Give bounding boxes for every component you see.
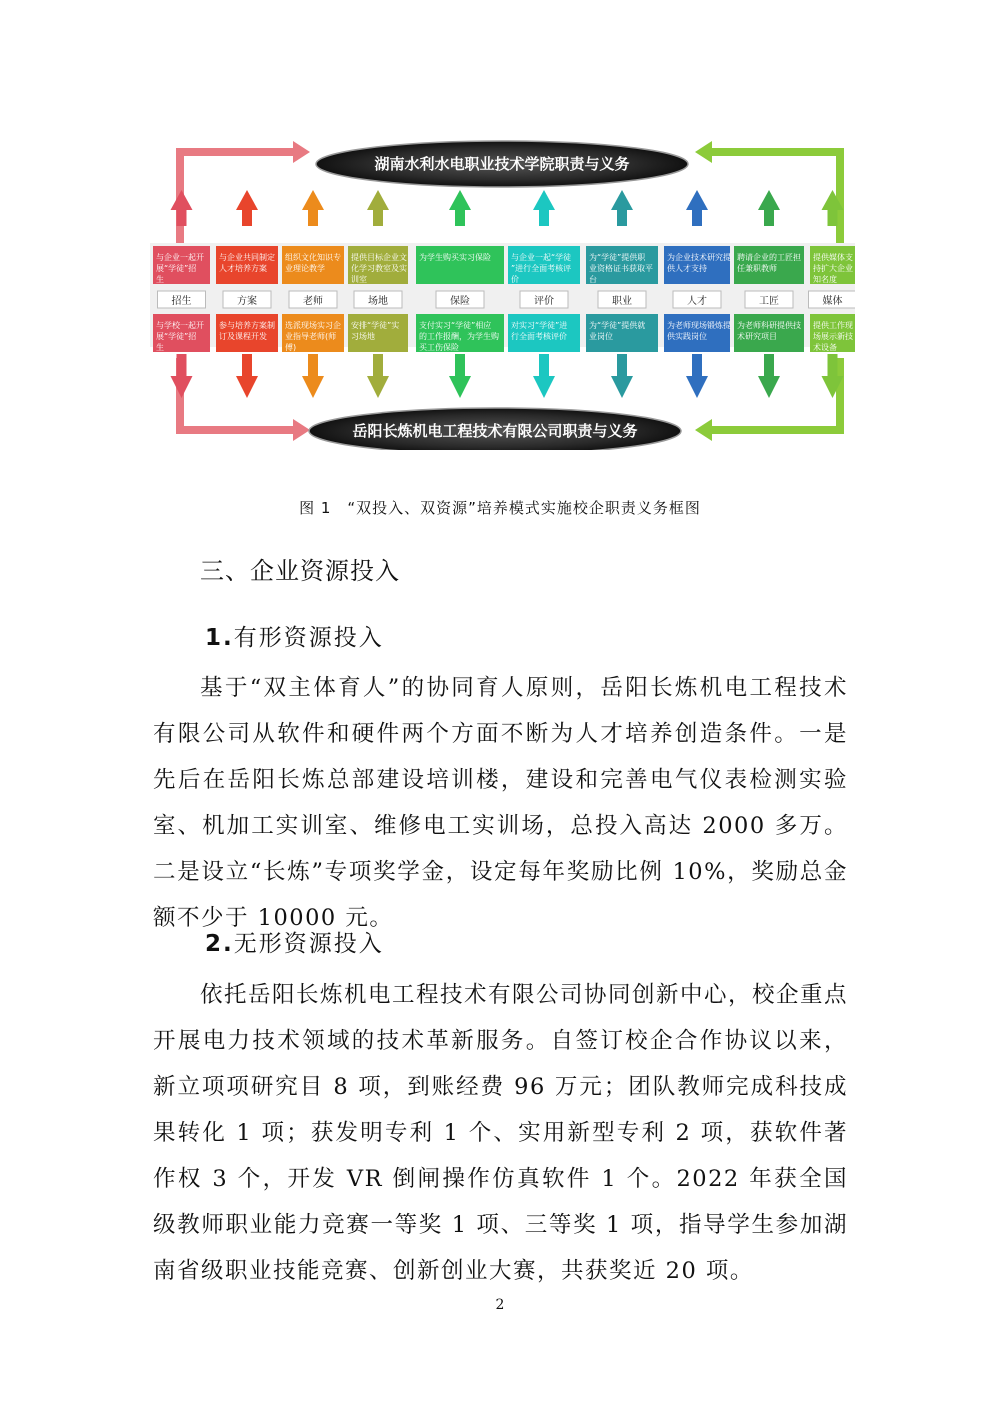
box-text-line: 买工伤保险 <box>419 343 459 352</box>
diagram-column <box>809 190 856 398</box>
box-text-line: 业资格证书获取平 <box>589 264 653 273</box>
box-text-line: 业岗位 <box>589 332 613 341</box>
label-text: 保险 <box>450 296 470 307</box>
box-text-line: 化学习教室及实 <box>351 264 407 273</box>
box-text-line: 与学校一起开 <box>156 321 204 330</box>
top-oval-title: 湖南水利水电职业技术学院职责与义务 <box>374 155 630 173</box>
up-arrow <box>758 190 780 226</box>
box-text-line: 生 <box>156 343 164 352</box>
subheading-intangible <box>205 925 384 958</box>
box-text-line: 聘请企业的工匠担 <box>737 253 801 262</box>
down-arrow <box>449 354 471 398</box>
up-arrow <box>686 190 708 226</box>
diagram-column <box>153 190 210 398</box>
box-text-line: 持扩大企业 <box>813 264 853 273</box>
box-text-line: 选派现场实习企 <box>285 321 341 330</box>
down-arrow <box>367 354 389 398</box>
box-text-line: 的工作报酬，为学生购 <box>419 332 499 341</box>
paragraph-tangible: 基于“双主体育人”的协同育人原则，岳阳长炼机电工程技术有限公司从软件和硬件两个方面不断为人才培养创造条件。一是先后在岳阳长炼总部建设培训楼，建设和完善电气仪表检测实验室、机加工实训室、维修电工实训场，总投入高达 2000 多万。二是设立“长炼”专项奖学金，设定每年奖励比例 10%，奖励总金额不少于 10000 元。 <box>153 675 848 931</box>
bottom-oval-title: 岳阳长炼机电工程技术有限公司职责与义务 <box>352 422 638 440</box>
paragraph-intangible: 依托岳阳长炼机电工程技术有限公司协同创新中心，校企重点开展电力技术领域的技术革新服务。自签订校企合作协议以来，新立项项研究目 8 项，到账经费 96 万元；团队教师完成科技成果转化 1 项；获发明专利 1 个、实用新型专利 2 项，获软件著作权 3 个，开发 VR 倒闸操作仿真软件 1 个。2022 年获全国级教师职业能力竞赛一等奖 1 项、三等奖 1 项，指导学生参加湖南省级职业技能竞赛、创新创业大赛，共获奖近 20 项。 <box>153 982 849 1284</box>
subheading-tangible <box>205 619 384 652</box>
page-number: 2 <box>495 1297 505 1313</box>
box-text-line: 安排“学徒”实 <box>351 321 400 330</box>
down-arrow <box>758 354 780 398</box>
box-text-line: 为“学徒”提供就 <box>589 321 646 330</box>
box-text-line: 生 <box>156 275 164 284</box>
down-arrow <box>611 354 633 398</box>
left-bottom-loop <box>180 358 293 430</box>
box-text-line: 术研究项目 <box>737 332 777 341</box>
up-arrow <box>611 190 633 226</box>
up-arrow <box>533 190 555 226</box>
box-text-line: 提供目标企业文 <box>351 253 407 262</box>
box-text-line: 展“学徒”招 <box>156 264 197 273</box>
left-top-arrowhead <box>293 141 310 163</box>
diagram-column <box>348 190 408 398</box>
responsibility-diagram <box>150 138 855 450</box>
up-arrow <box>449 190 471 226</box>
box-text-line: 价 <box>511 275 519 284</box>
label-text: 招生 <box>171 296 192 307</box>
box-text-line: ”进行全面考核评 <box>511 264 572 273</box>
box-text-line: 术设备 <box>813 343 837 352</box>
box-text-line: 为学生购买实习保险 <box>419 253 491 262</box>
label-text: 职业 <box>612 296 632 307</box>
box-text-line: 为企业技术研究提 <box>667 253 731 262</box>
label-text: 评价 <box>534 296 554 307</box>
up-arrow <box>171 190 193 226</box>
label-text: 场地 <box>368 296 388 307</box>
box-text-line: 订及课程开发 <box>219 332 267 341</box>
box-text-line: 供人才支持 <box>667 264 707 273</box>
down-arrow <box>686 354 708 398</box>
figure-caption: 图 1 “双投入、双资源”培养模式实施校企职责义务框图 <box>299 499 701 517</box>
diagram-column <box>664 190 731 398</box>
box-text-line: 供实践岗位 <box>667 332 707 341</box>
label-text: 老师 <box>303 296 323 307</box>
subheading-title: 无形资源投入 <box>233 931 384 957</box>
box-text-line: 支付实习“学徒”相应 <box>419 321 492 330</box>
diagram-column <box>282 190 344 398</box>
diagram-column <box>734 190 804 398</box>
box-text-line: 行全面考核评价 <box>511 332 567 341</box>
subheading-number: 2. <box>205 931 234 957</box>
box-text-line: 场展示新技 <box>813 332 853 341</box>
box-text-line: 为“学徒”提供职 <box>589 253 646 262</box>
label-text: 人才 <box>687 296 707 307</box>
box-text-line: 知名度 <box>813 275 837 284</box>
box-text-line: 对实习“学徒”进 <box>511 321 568 330</box>
diagram-column <box>216 190 278 398</box>
subheading-number: 1. <box>205 625 234 651</box>
box-text-line: 为老师科研提供技 <box>737 321 801 330</box>
box-text-line: 任兼职教师 <box>737 264 777 273</box>
up-arrow <box>236 190 258 226</box>
box-text-line: 业理论教学 <box>285 264 325 273</box>
box-text-line: 与企业一起“学徒 <box>511 253 572 262</box>
subheading-title: 有形资源投入 <box>233 625 384 651</box>
down-arrow <box>236 354 258 398</box>
box-text-line: 提供媒体支 <box>813 253 853 262</box>
down-arrow <box>171 354 193 398</box>
right-bottom-arrowhead <box>695 419 712 441</box>
down-arrow <box>302 354 324 398</box>
box-text-line: 参与培养方案制 <box>219 321 275 330</box>
box-text-line: 提供工作现 <box>813 321 853 330</box>
left-bottom-arrowhead <box>293 419 310 441</box>
left-top-loop <box>180 152 293 258</box>
box-text-line: 与企业共同制定 <box>219 253 275 262</box>
box-text-line: 习场地 <box>351 332 375 341</box>
box-text-line: 展“学徒”招 <box>156 332 197 341</box>
box-text-line: 业指导老师(师 <box>285 332 337 341</box>
box-text-line: 训室 <box>351 275 367 284</box>
label-text: 工匠 <box>759 296 779 307</box>
right-top-arrowhead <box>695 141 712 163</box>
box-text-line: 人才培养方案 <box>219 264 267 273</box>
box-text-line: 台 <box>589 275 597 284</box>
label-text: 方案 <box>237 296 257 307</box>
right-bottom-loop <box>712 358 840 430</box>
box-text-line: 傅) <box>285 343 297 352</box>
box-text-line: 与企业一起开 <box>156 253 204 262</box>
up-arrow <box>302 190 324 226</box>
box-text-line: 为老师现场锻炼提 <box>667 321 731 330</box>
down-arrow <box>533 354 555 398</box>
top-box <box>416 246 504 284</box>
box-text-line: 组织文化知识专 <box>285 253 341 262</box>
label-text: 媒体 <box>822 296 843 307</box>
section-heading: 三、企业资源投入 <box>200 557 400 585</box>
up-arrow <box>367 190 389 226</box>
